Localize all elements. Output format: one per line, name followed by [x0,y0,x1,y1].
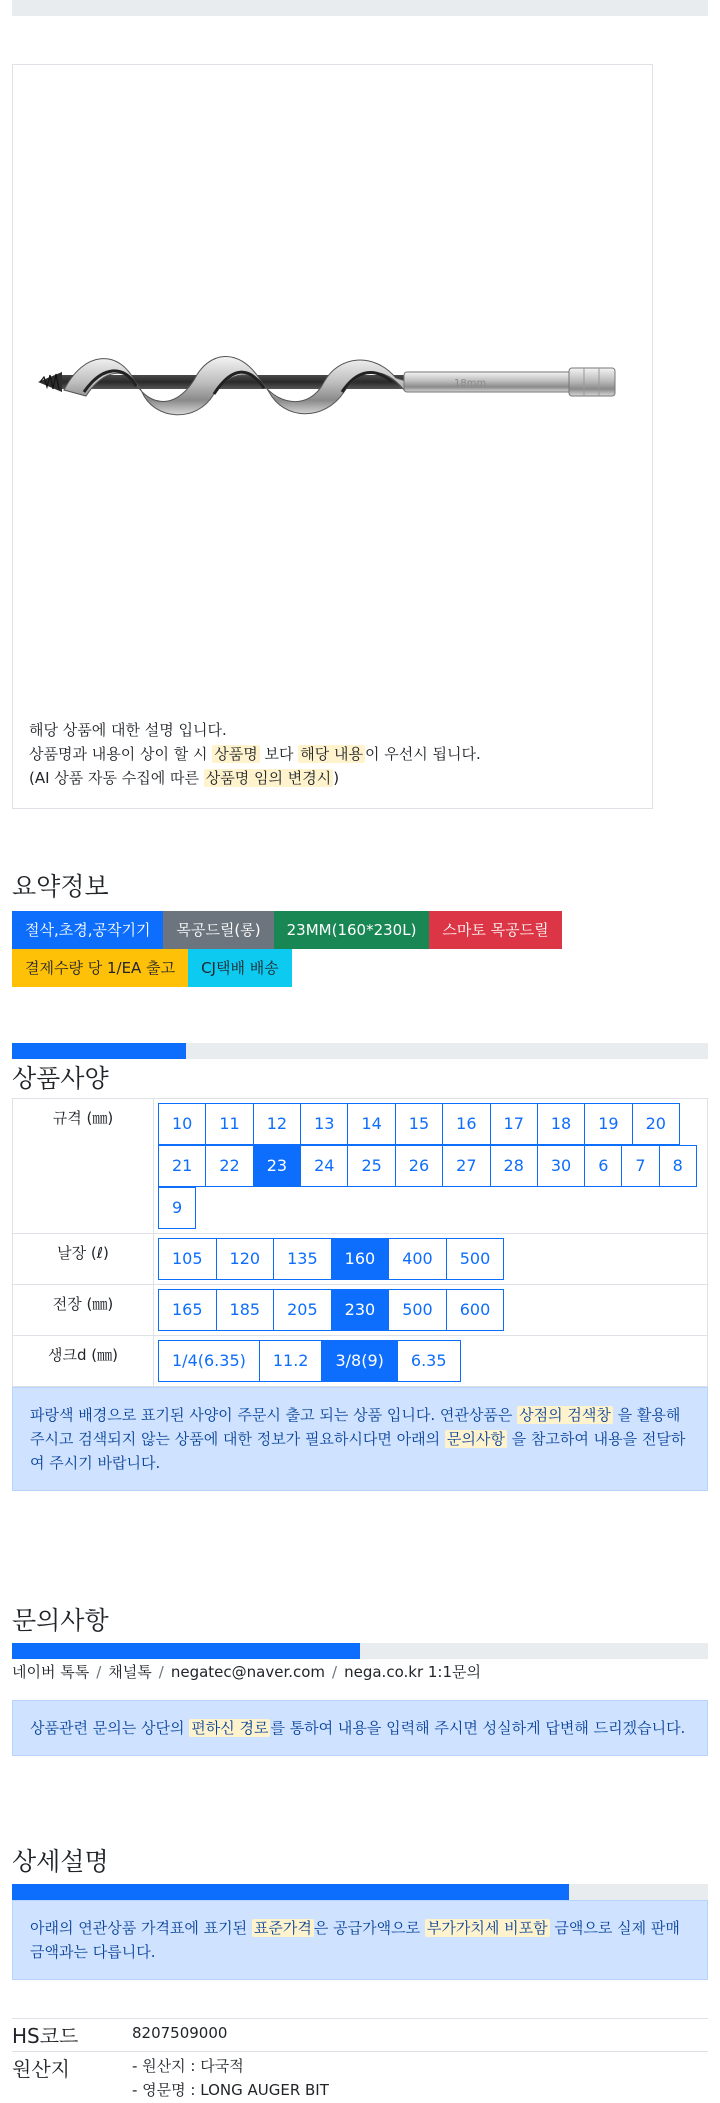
option-flute-length[interactable]: 135 [273,1238,332,1280]
desc-highlight: 해당 내용 [300,745,363,763]
spec-row-total-length [13,1285,708,1336]
option-flute-length[interactable]: 105 [158,1238,217,1280]
option-total-length-selected[interactable]: 230 [331,1289,390,1331]
option-size[interactable]: 22 [205,1145,253,1187]
product-image [24,320,634,440]
info-row-hscode [12,2019,708,2052]
spec-progress [12,1043,708,1059]
summary-title: 요약정보 [12,872,109,901]
option-group-flute-length [158,1238,703,1280]
option-size[interactable]: 13 [300,1103,348,1145]
notice-highlight: 표준가격 [253,1919,312,1937]
notice-highlight: 편하신 경로 [191,1719,269,1737]
option-total-length[interactable]: 600 [446,1289,505,1331]
notice-highlight: 상점의 검색창 [519,1406,611,1424]
option-shank[interactable]: 11.2 [259,1340,323,1382]
detail-notice: 아래의 연관상품 가격표에 표기된 표준가격 은 공급가액으로 부가가치세 비포함 금액으로 실제 판매금액과는 다릅니다. [12,1900,708,1980]
option-total-length[interactable]: 165 [158,1289,217,1331]
notice-highlight: 문의사항 [446,1430,505,1448]
spec-label: 생크d (㎜) [13,1336,154,1387]
info-key: 원산지 [12,2052,132,2103]
info-value: 8207509000 [132,2024,228,2042]
option-size[interactable]: 11 [205,1103,253,1145]
info-key: HS코드 [12,2019,132,2052]
channel-channeltalk[interactable]: 채널톡 [108,1663,152,1681]
option-flute-length[interactable]: 120 [216,1238,275,1280]
detail-progress-fill [12,1884,569,1900]
product-description [29,718,629,790]
option-size[interactable]: 28 [490,1145,538,1187]
option-total-length[interactable]: 185 [216,1289,275,1331]
option-group-total-length [158,1289,703,1331]
option-size-selected[interactable]: 23 [253,1145,301,1187]
option-size[interactable]: 9 [158,1187,196,1229]
inquiry-title: 문의사항 [12,1606,109,1635]
option-size[interactable]: 17 [490,1103,538,1145]
option-total-length[interactable]: 500 [388,1289,447,1331]
channel-website-inquiry[interactable]: nega.co.kr 1:1문의 [344,1663,481,1681]
spec-title: 상품사양 [12,1064,109,1093]
option-size[interactable]: 27 [442,1145,490,1187]
option-size[interactable]: 7 [621,1145,659,1187]
spec-row-shank [13,1336,708,1387]
desc-line-2: 상품명과 내용이 상이 할 시 상품명 보다 해당 내용 이 우선시 됩니다. [29,745,481,763]
spec-table [12,1098,708,1387]
spec-row-flute-length [13,1234,708,1285]
option-size[interactable]: 6 [584,1145,622,1187]
badge-size: 23MM(160*230L) [274,911,430,949]
notice-highlight: 부가가치세 비포함 [426,1919,548,1937]
desc-highlight: 상품명 임의 변경시 [205,769,332,787]
option-size[interactable]: 14 [347,1103,395,1145]
option-size[interactable]: 25 [347,1145,395,1187]
option-size[interactable]: 8 [659,1145,697,1187]
spec-label: 전장 (㎜) [13,1285,154,1336]
option-size[interactable]: 15 [395,1103,443,1145]
badge-category: 절삭,초경,공작기기 [12,911,163,949]
info-value: - 원산지 : 다국적 [132,2057,244,2075]
channel-naver-talktalk[interactable]: 네이버 톡톡 [12,1663,90,1681]
option-size[interactable]: 24 [300,1145,348,1187]
summary-badges [12,911,562,987]
top-progress-bar [12,0,708,16]
badge-brand: 스마토 목공드릴 [429,911,561,949]
option-total-length[interactable]: 205 [273,1289,332,1331]
option-size[interactable]: 18 [537,1103,585,1145]
option-shank[interactable]: 1/4(6.35) [158,1340,260,1382]
option-size[interactable]: 21 [158,1145,206,1187]
inquiry-channels: 네이버 톡톡 / 채널톡 / negatec@naver.com / nega.co.kr 1:1문의 [12,1663,481,1681]
badge-type: 목공드릴(롱) [163,911,273,949]
option-size[interactable]: 12 [253,1103,301,1145]
option-shank-selected[interactable]: 3/8(9) [321,1340,397,1382]
info-value: - 영문명 : LONG AUGER BIT [132,2081,329,2099]
badge-shipping: CJ택배 배송 [188,949,292,987]
option-shank[interactable]: 6.35 [397,1340,461,1382]
product-info-table [12,2018,708,2103]
detail-title: 상세설명 [12,1847,109,1876]
spec-label: 규격 (㎜) [13,1099,154,1234]
inquiry-notice: 상품관련 문의는 상단의 편하신 경로 를 통하여 내용을 입력해 주시면 성실하게 답변해 드리겠습니다. [12,1700,708,1756]
option-size[interactable]: 26 [395,1145,443,1187]
option-size[interactable]: 30 [537,1145,585,1187]
option-flute-length-selected[interactable]: 160 [331,1238,390,1280]
option-size[interactable]: 10 [158,1103,206,1145]
option-group-size [158,1103,703,1229]
inquiry-progress [12,1643,708,1659]
channel-email[interactable]: negatec@naver.com [170,1663,326,1681]
option-size[interactable]: 16 [442,1103,490,1145]
spec-progress-fill [12,1043,186,1059]
option-size[interactable]: 20 [632,1103,680,1145]
option-flute-length[interactable]: 500 [446,1238,505,1280]
desc-line-3: (AI 상품 자동 수집에 따른 상품명 임의 변경시 ) [29,769,340,787]
detail-progress [12,1884,708,1900]
desc-line-1: 해당 상품에 대한 설명 입니다. [29,721,227,739]
desc-highlight: 상품명 [214,745,258,763]
option-flute-length[interactable]: 400 [388,1238,447,1280]
option-group-shank [158,1340,703,1382]
badge-quantity: 결제수량 당 1/EA 출고 [12,949,188,987]
inquiry-progress-fill [12,1643,360,1659]
info-row-origin [12,2052,708,2103]
image-marking: 18mm [454,378,487,389]
option-size[interactable]: 19 [584,1103,632,1145]
spec-label: 날장 (ℓ) [13,1234,154,1285]
spec-row-size [13,1099,708,1234]
spec-notice: 파랑색 배경으로 표기된 사양이 주문시 출고 되는 상품 입니다. 연관상품은 상점의 검색창 을 활용해 주시고 검색되지 않는 상품에 대한 정보가 필요하시다면 아래의 문의사항 을 참고하여 내용을 전달하여 주시기 바랍니다. [12,1387,708,1491]
